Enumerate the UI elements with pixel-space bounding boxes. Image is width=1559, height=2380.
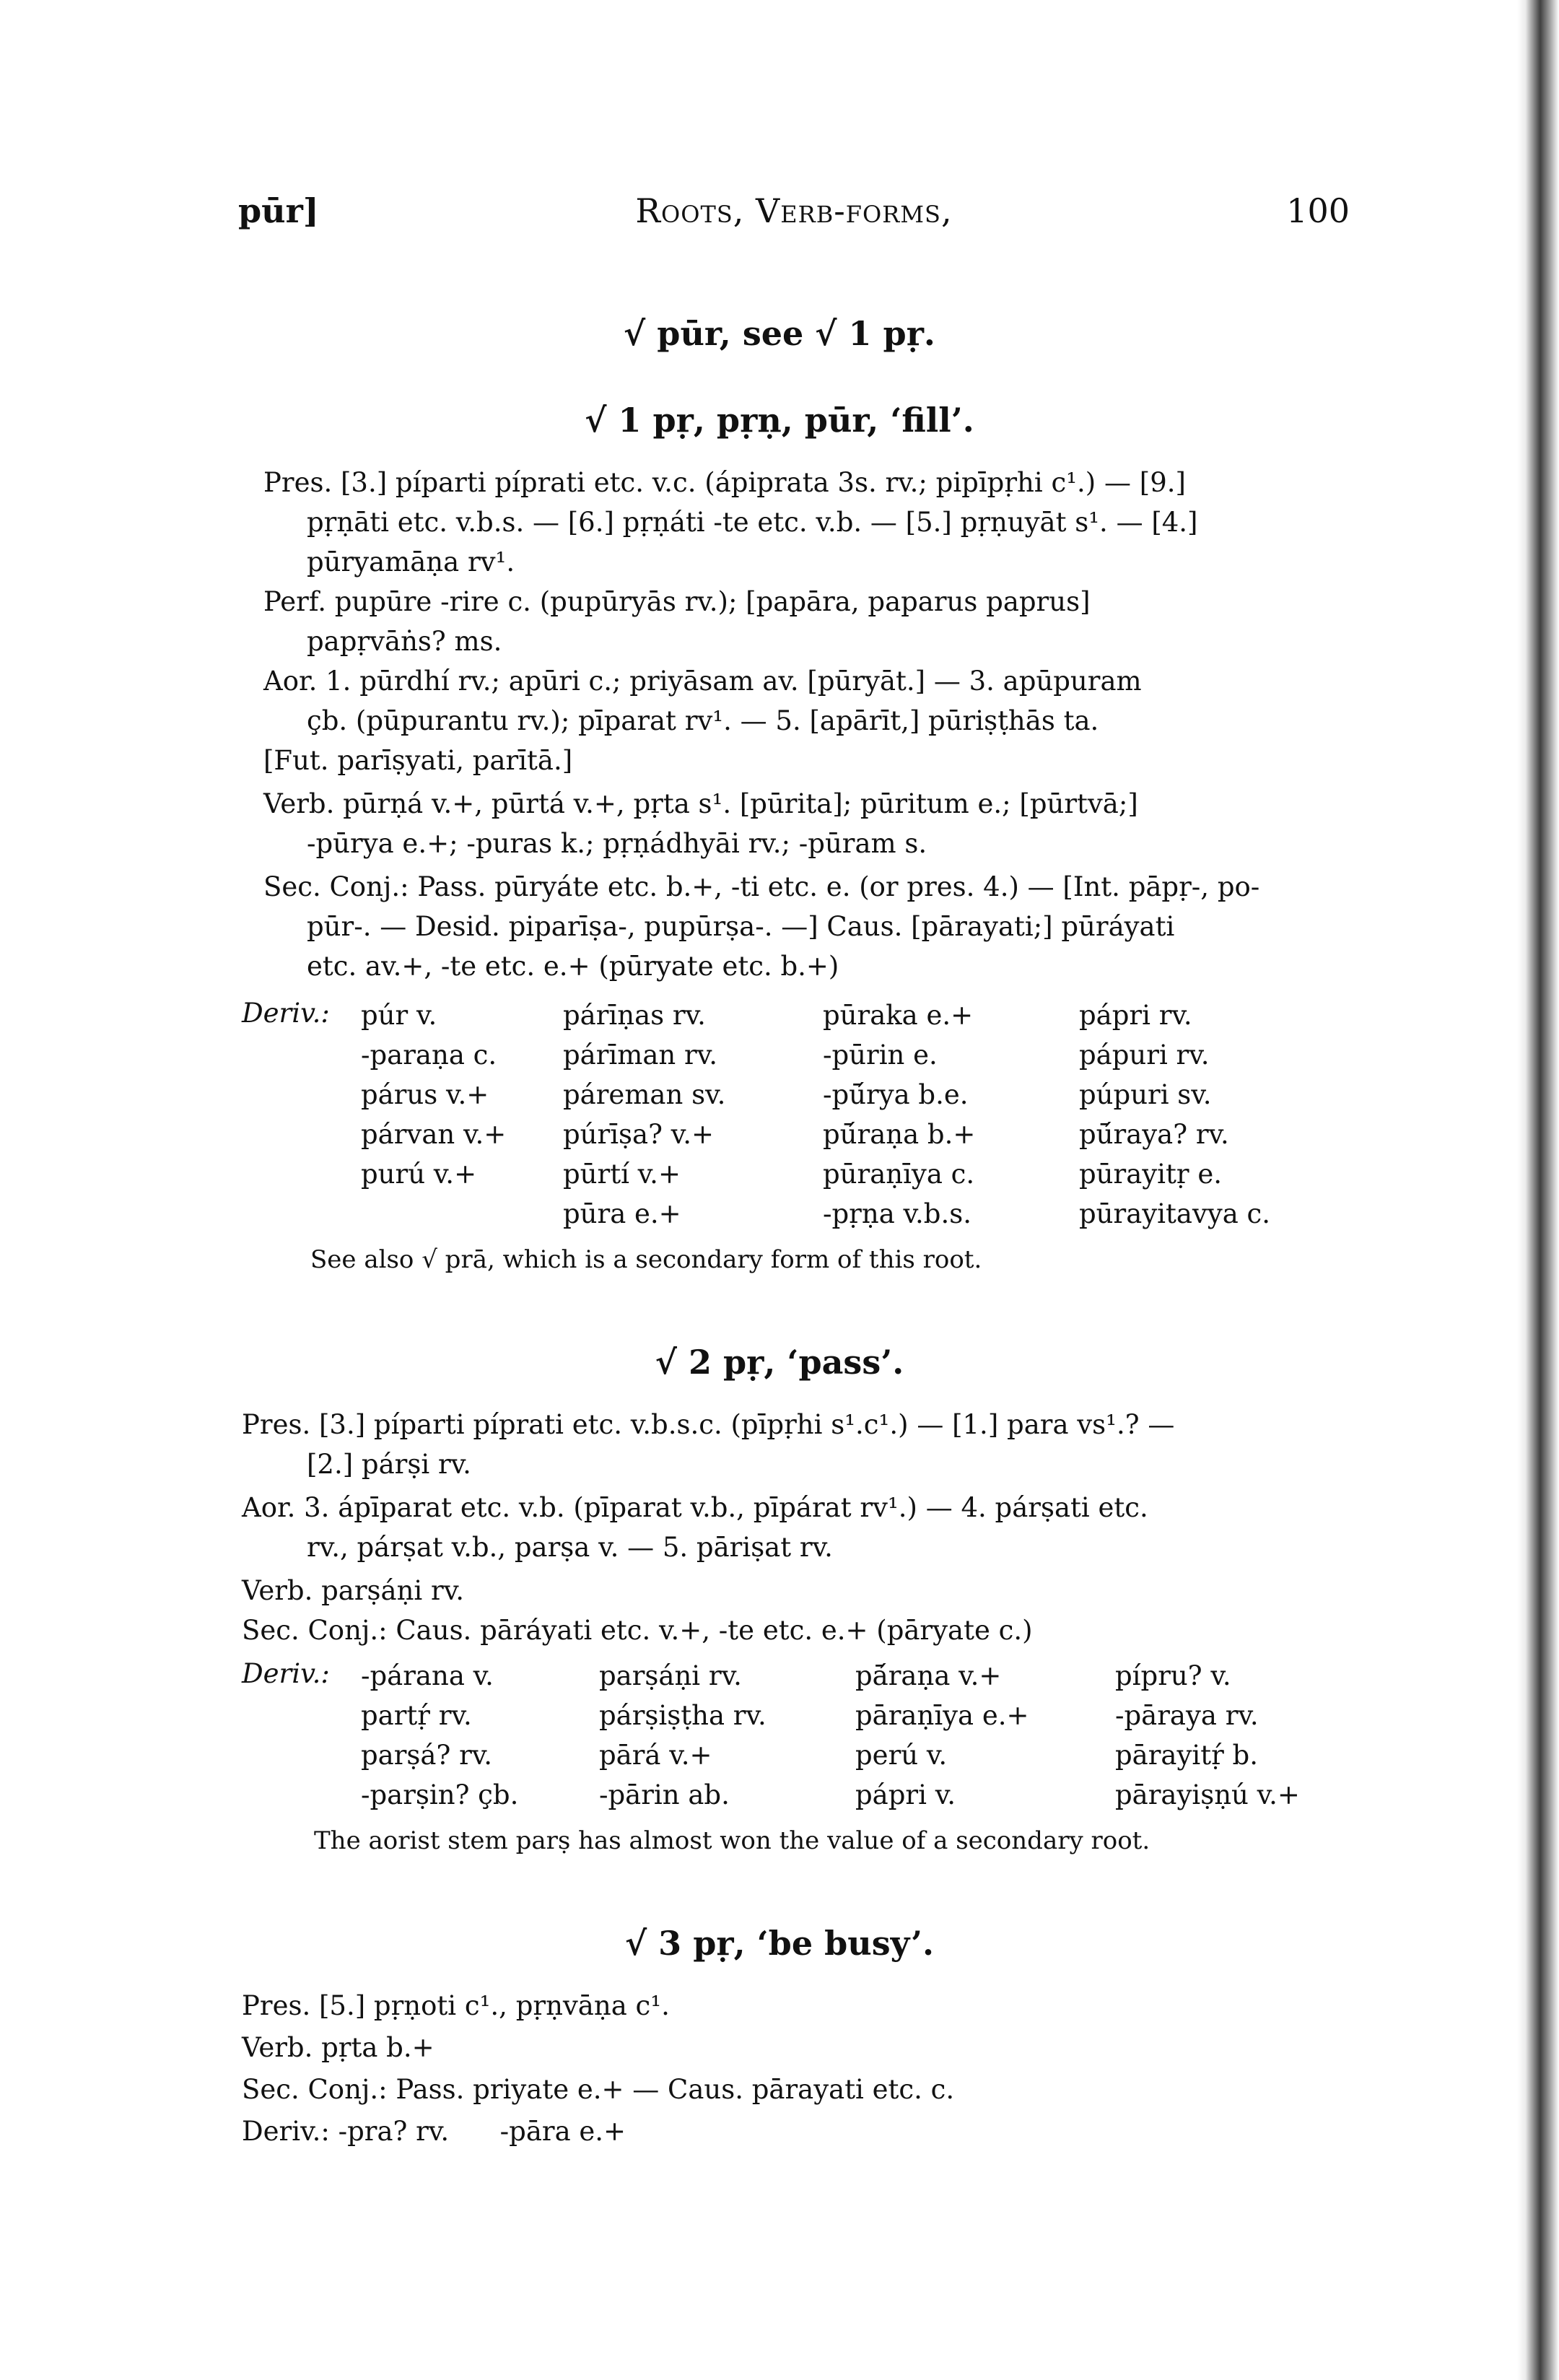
- scan-binding-shadow: [1517, 0, 1559, 2380]
- deriv-item: púrīṣa? v.+: [563, 1119, 714, 1150]
- deriv-item: pārayitṛ́ b.: [1115, 1740, 1258, 1771]
- deriv-column: [855, 1660, 1029, 1819]
- entry-line: Perf. pupūre -rire c. (pupūryās rv.); [papāra, paparus paprus]: [263, 586, 1091, 617]
- deriv-item: pūrayitṛ e.: [1079, 1159, 1222, 1190]
- deriv-item: pūraka e.+: [823, 1000, 974, 1031]
- deriv-item: pápri rv.: [1079, 1000, 1192, 1031]
- entry-line: Aor. 1. pūrdhí rv.; apūri c.; priyāsam av. [pūryāt.] — 3. apūpuram: [263, 666, 1142, 697]
- deriv-item: púr v.: [361, 1000, 437, 1031]
- entry-line: pūryamāṇa rv¹.: [307, 546, 515, 577]
- deriv-item: pápuri rv.: [1079, 1039, 1210, 1071]
- root-heading-3-pr: √ 3 pṛ, ‘be busy’.: [624, 1924, 935, 1963]
- entry-line: -pūrya e.+; -puras k.; pṛṇádhyāi rv.; -pūram s.: [307, 828, 927, 859]
- deriv-column: [1115, 1660, 1300, 1819]
- deriv-item: -pū́rya b.e.: [823, 1079, 969, 1110]
- deriv-column: [361, 1660, 518, 1819]
- deriv-item: -pṛṇa v.b.s.: [823, 1198, 971, 1229]
- cross-reference-note: See also √ prā, which is a secondary form of this root.: [310, 1245, 982, 1274]
- deriv-item: párṣiṣṭha rv.: [599, 1700, 767, 1731]
- deriv-item: pápri v.: [855, 1779, 956, 1810]
- deriv-item: parṣáṇi rv.: [599, 1660, 742, 1691]
- deriv-column: [1079, 1000, 1270, 1238]
- deriv-item: -paraṇa c.: [361, 1039, 497, 1071]
- deriv-item: párīṇas rv.: [563, 1000, 706, 1031]
- entry-line: çb. (pūpurantu rv.); pīparat rv¹. — 5. [apārīt,] pūriṣṭhās ta.: [307, 705, 1099, 736]
- deriv-item: partṛ́ rv.: [361, 1700, 472, 1731]
- entry-line: Pres. [3.] píparti píprati etc. v.c. (ápiprata 3s. rv.; pipīpṛhi c¹.) — [9.]: [263, 467, 1186, 498]
- entry-line: [Fut. parīṣyati, parītā.]: [263, 745, 573, 776]
- deriv-item: -párana v.: [361, 1660, 494, 1691]
- deriv-item: perú v.: [855, 1740, 948, 1771]
- deriv-item: pū́raṇa b.+: [823, 1119, 976, 1150]
- deriv-item: pípru? v.: [1115, 1660, 1231, 1691]
- deriv-item: pā́raṇa v.+: [855, 1660, 1002, 1691]
- deriv-item: -pāraya rv.: [1115, 1700, 1259, 1731]
- entry-line: Aor. 3. ápīparat etc. v.b. (pīparat v.b., pīpárat rv¹.) — 4. párṣati etc.: [242, 1492, 1148, 1523]
- deriv-column: [823, 1000, 975, 1238]
- header-title: Roots, Verb-forms,: [635, 191, 953, 230]
- deriv-item: parṣá? rv.: [361, 1740, 493, 1771]
- aorist-stem-note: The aorist stem parṣ has almost won the value of a secondary root.: [314, 1826, 1150, 1855]
- deriv-label: Deriv.:: [242, 1658, 330, 1689]
- deriv-column: [563, 1000, 725, 1238]
- entry-line: Verb. parṣáṇi rv.: [242, 1575, 464, 1606]
- deriv-item: -pūrin e.: [823, 1039, 938, 1071]
- entry-line: pṛṇāti etc. v.b.s. — [6.] pṛṇáti -te etc. v.b. — [5.] pṛṇuyāt s¹. — [4.]: [307, 507, 1198, 538]
- entry-line: Deriv.: -pra? rv. -pāra e.+: [242, 2116, 626, 2147]
- root-heading-pur: √ pūr, see √ 1 pṛ.: [624, 314, 935, 353]
- deriv-item: pūrayitavya c.: [1079, 1198, 1271, 1229]
- deriv-item: párvan v.+: [361, 1119, 507, 1150]
- entry-line: Pres. [3.] píparti píprati etc. v.b.s.c. (pīpṛhi s¹.c¹.) — [1.] para vs¹.? —: [242, 1409, 1175, 1440]
- deriv-item: pū́raya? rv.: [1079, 1119, 1229, 1150]
- header-root: pūr]: [238, 191, 319, 230]
- entry-line: etc. av.+, -te etc. e.+ (pūryate etc. b.+): [307, 951, 839, 982]
- deriv-item: pārá v.+: [599, 1740, 712, 1771]
- root-heading-2-pr: √ 2 pṛ, ‘pass’.: [655, 1343, 904, 1382]
- deriv-item: párus v.+: [361, 1079, 489, 1110]
- page-number: 100: [1286, 191, 1350, 230]
- entry-line: rv., párṣat v.b., parṣa v. — 5. pāriṣat rv.: [307, 1532, 833, 1563]
- deriv-item: páreman sv.: [563, 1079, 726, 1110]
- deriv-label: Deriv.:: [242, 998, 330, 1029]
- deriv-item: pārayiṣṇú v.+: [1115, 1779, 1300, 1810]
- deriv-column: [361, 1000, 506, 1198]
- entry-line: Sec. Conj.: Caus. pāráyati etc. v.+, -te etc. e.+ (pāryate c.): [242, 1615, 1033, 1646]
- deriv-item: párīman rv.: [563, 1039, 717, 1071]
- entry-line: [2.] párṣi rv.: [307, 1449, 471, 1480]
- deriv-item: pāraṇīya e.+: [855, 1700, 1029, 1731]
- deriv-column: [599, 1660, 767, 1819]
- entry-line: Sec. Conj.: Pass. pūryáte etc. b.+, -ti etc. e. (or pres. 4.) — [Int. pāpṛ-, po-: [263, 871, 1260, 902]
- running-header: [238, 191, 1350, 242]
- entry-line: pūr-. — Desid. piparīṣa-, pupūrṣa-. —] Caus. [pārayati;] pūráyati: [307, 911, 1175, 942]
- entry-line: Sec. Conj.: Pass. priyate e.+ — Caus. pārayati etc. c.: [242, 2074, 955, 2105]
- deriv-item: pūra e.+: [563, 1198, 681, 1229]
- deriv-item: purú v.+: [361, 1159, 477, 1190]
- deriv-item: -pārin ab.: [599, 1779, 730, 1810]
- deriv-item: -parṣin? çb.: [361, 1779, 519, 1810]
- deriv-item: púpuri sv.: [1079, 1079, 1212, 1110]
- entry-line: Verb. pūrṇá v.+, pūrtá v.+, pṛta s¹. [pūrita]; pūritum e.; [pūrtvā;]: [263, 788, 1138, 819]
- entry-line: Verb. pṛta b.+: [242, 2032, 434, 2063]
- root-heading-1-pr: √ 1 pṛ, pṛṇ, pūr, ‘fill’.: [585, 401, 974, 440]
- deriv-item: pūraṇīya c.: [823, 1159, 975, 1190]
- deriv-item: pūrtí v.+: [563, 1159, 681, 1190]
- entry-line: papṛvāṅs? ms.: [307, 626, 502, 657]
- entry-line: Pres. [5.] pṛṇoti c¹., pṛṇvāṇa c¹.: [242, 1990, 670, 2021]
